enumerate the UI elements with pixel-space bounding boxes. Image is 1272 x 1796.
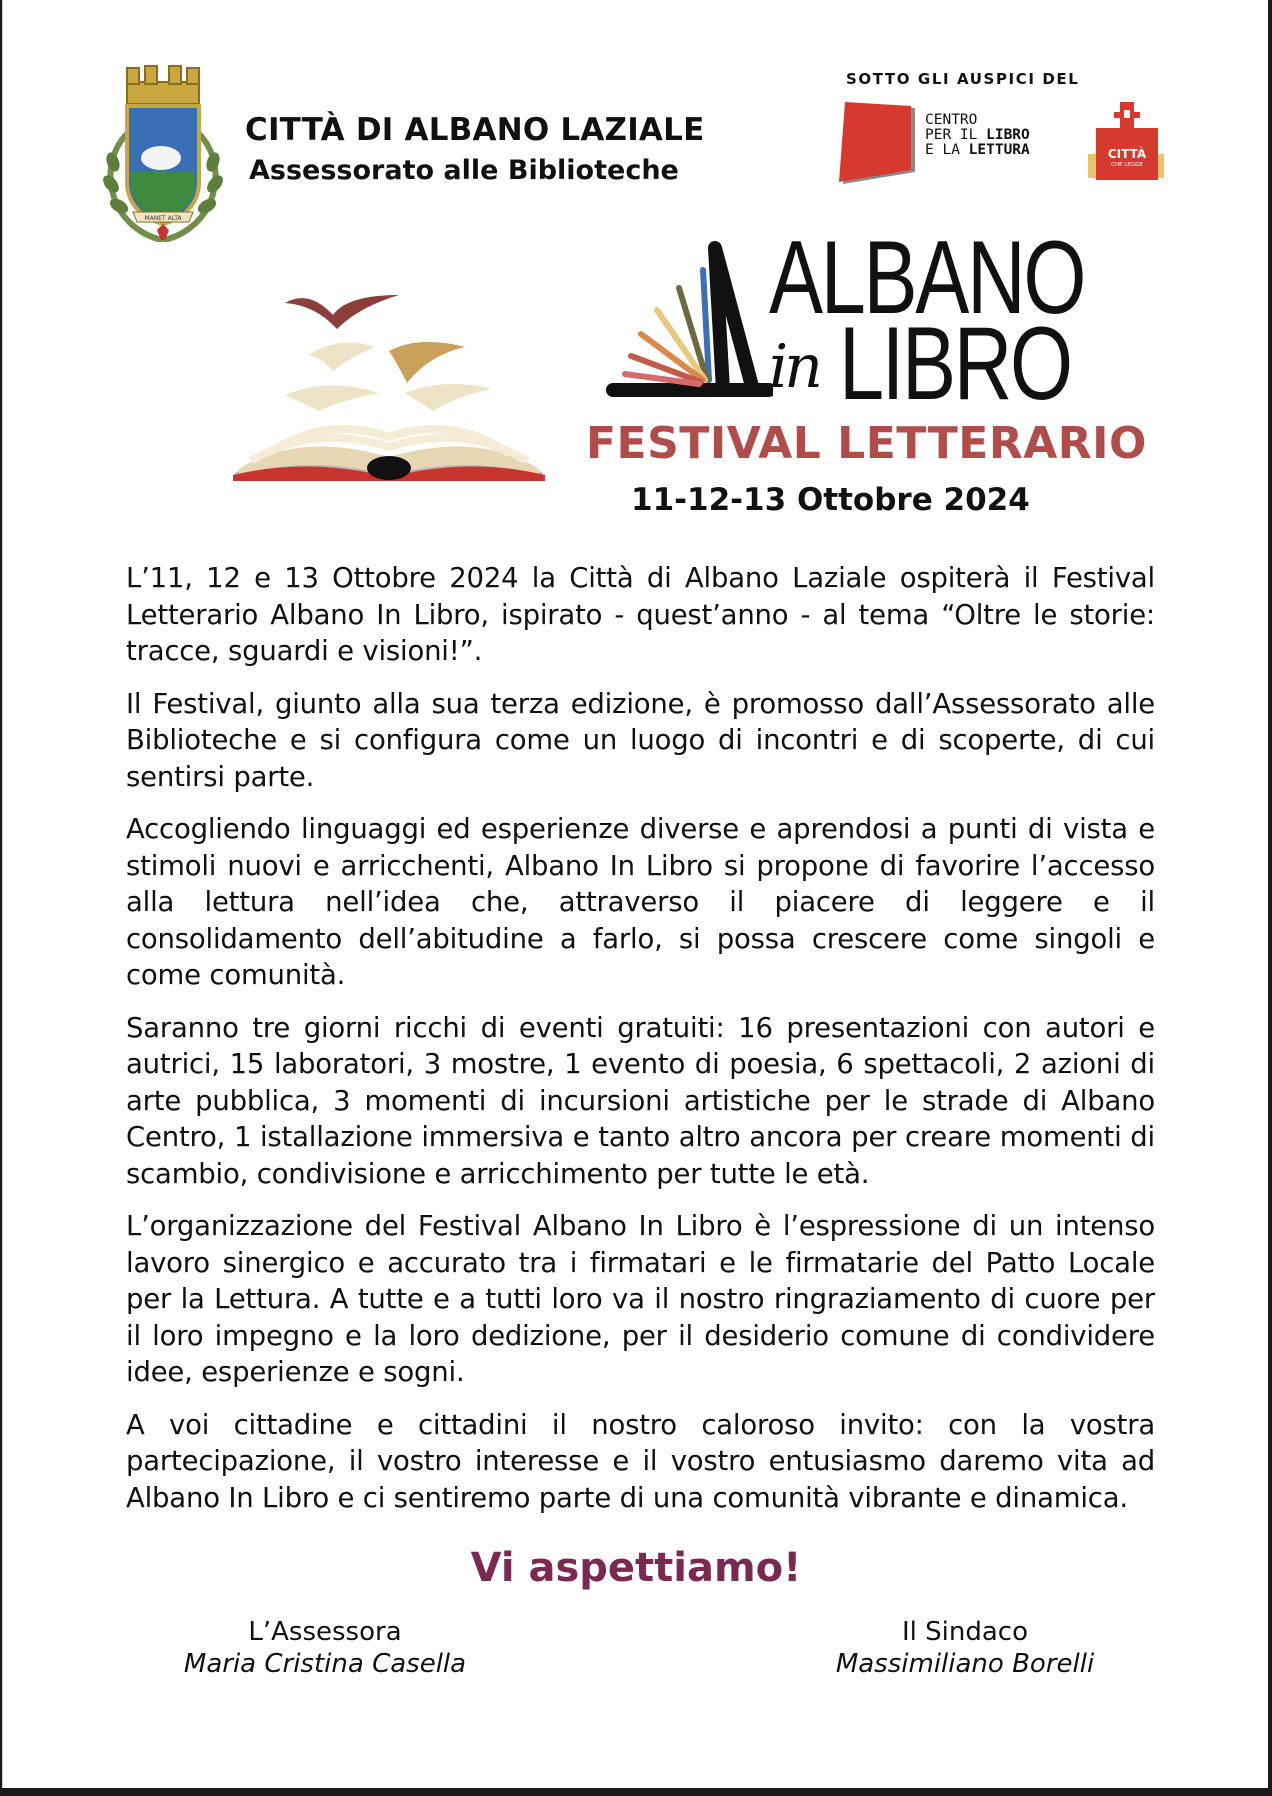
paragraph-4: Saranno tre giorni ricchi di eventi gratuiti: 16 presentazioni con autori e autrici, 15 laboratori, 3 mostre, 1 evento di poesia, 6 spettacoli, 2 azioni di arte pubblica, 3 momenti di incursioni artistiche per le strade di Albano Centro, 1 istallazione immersiva e tanto altro ancora per creare momenti di scambio, condivisione e arricchimento per tutte le età. bbox=[126, 1011, 1155, 1190]
city-name: CITTÀ DI ALBANO LAZIALE bbox=[245, 112, 705, 148]
cpl-line-3b: LETTURA bbox=[968, 142, 1030, 158]
coat-of-arms-icon bbox=[99, 62, 227, 242]
signature-name: Massimiliano Borelli bbox=[835, 1649, 1095, 1679]
citta-logo-line-1: CITTÀ bbox=[1107, 147, 1147, 161]
paragraph-2: Il Festival, giunto alla sua terza edizione, è promosso dall’Assessorato alle Biblioteche e si configura come un luogo di incontri e di scoperte, di cui sentirsi parte. bbox=[126, 687, 1155, 793]
citta-logo-line-2: CHE LEGGE bbox=[1111, 162, 1143, 168]
cpl-line-2a: PER IL bbox=[925, 127, 987, 143]
signature-assessora bbox=[125, 1616, 525, 1680]
citta-che-legge-logo bbox=[1086, 98, 1166, 184]
logo-word-libro: LIBRO bbox=[839, 306, 1071, 422]
coat-ribbon-text: MANET ALTA bbox=[144, 215, 182, 222]
paragraph-6: A voi cittadine e cittadini il nostro caloroso invito: con la vostra partecipazione, il vostro interesse e il vostro entusiasmo daremo vita ad Albano In Libro e ci sentiremo parte di una comunità vibrante e dinamica. bbox=[126, 1408, 1155, 1514]
logo-word-in: in bbox=[769, 332, 819, 402]
auspices-label: SOTTO GLI AUSPICI DEL bbox=[846, 70, 1080, 88]
citta-che-legge-icon bbox=[1086, 98, 1166, 184]
logo-word-albano: ALBANO bbox=[769, 220, 1085, 336]
cpl-line-2b: LIBRO bbox=[986, 127, 1030, 143]
centro-libro-logo-icon bbox=[839, 100, 919, 186]
body-text bbox=[126, 560, 1155, 1532]
document-page bbox=[2, 0, 1268, 1788]
signature-sindaco bbox=[765, 1616, 1165, 1680]
signature-role: Il Sindaco bbox=[901, 1617, 1028, 1647]
festival-title: FESTIVAL LETTERARIO bbox=[586, 418, 1147, 469]
open-book-icon bbox=[229, 285, 549, 485]
cpl-line-1: CENTRO bbox=[925, 112, 978, 128]
paragraph-3: Accogliendo linguaggi ed esperienze diverse e aprendosi a punti di vista e stimoli nuovi e arricchenti, Albano In Libro si propone di favorire l’accesso alla lettura nell’idea che, attraverso il piacere di leggere e il consolidamento dell’abitudine a farlo, si possa crescere come singoli e come comunità. bbox=[126, 813, 1155, 991]
closing-greeting: Vi aspettiamo! bbox=[470, 1545, 802, 1591]
festival-dates: 11-12-13 Ottobre 2024 bbox=[631, 482, 1030, 518]
city-department: Assessorato alle Biblioteche bbox=[249, 155, 679, 186]
centro-libro-text bbox=[925, 113, 1030, 158]
signature-role: L’Assessora bbox=[248, 1617, 402, 1647]
cpl-line-3a: E LA bbox=[925, 142, 969, 158]
paragraph-5: L’organizzazione del Festival Albano In Libro è l’espressione di un intenso lavoro sinergico e accurato tra i firmatari e le firmatarie del Patto Locale per la Lettura. A tutte e a tutti loro va il nostro ringraziamento di cuore per il loro impegno e la loro dedizione, per il desiderio comune di condividere idee, esperienze e sogni. bbox=[126, 1210, 1155, 1388]
paragraph-1: L’11, 12 e 13 Ottobre 2024 la Città di Albano Laziale ospiterà il Festival Letterario Albano In Libro, ispirato - quest’anno - al tema “Oltre le storie: tracce, sguardi e visioni!”. bbox=[126, 562, 1155, 667]
albano-in-libro-logo-icon bbox=[603, 240, 773, 400]
signature-name: Maria Cristina Casella bbox=[183, 1649, 467, 1679]
